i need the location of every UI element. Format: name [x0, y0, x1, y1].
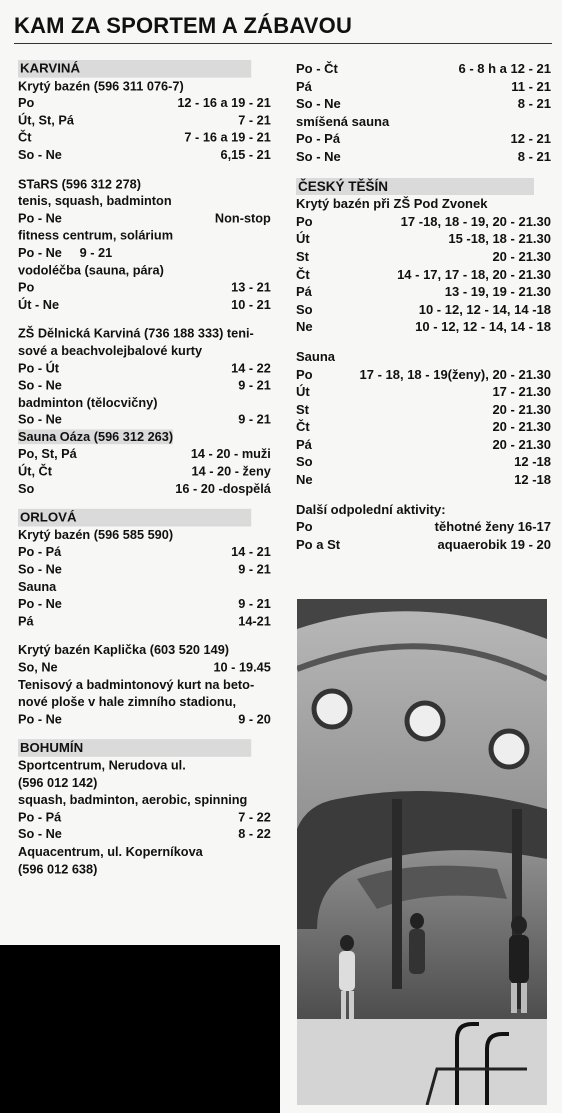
schedule-list: [18, 659, 271, 676]
schedule-time: 9 - 21: [238, 596, 271, 611]
schedule-day: Čt: [18, 129, 32, 145]
venue-phone: (596 012 638): [18, 861, 98, 876]
venue-title: Další odpolední aktivity:: [296, 501, 446, 517]
schedule-time: 13 - 19, 19 - 21.30: [444, 284, 551, 300]
schedule-row: [18, 210, 271, 227]
schedule-row: [296, 453, 551, 471]
schedule-time: 14 - 20 - muži: [190, 446, 271, 462]
schedule-day: Pá: [296, 78, 312, 94]
venue-title: Tenisový a badmintonový kurt na beto-: [18, 677, 255, 692]
page-header: [14, 12, 552, 42]
schedule-row: [18, 544, 271, 561]
schedule-row: [18, 561, 271, 578]
schedule-day: So - Ne: [18, 561, 62, 577]
right-column: [296, 60, 551, 553]
schedule-row: [296, 148, 551, 166]
schedule-day: So: [18, 481, 35, 496]
schedule-time: 7 - 22: [238, 809, 271, 825]
schedule-row: [18, 808, 271, 825]
schedule-row: [18, 613, 271, 630]
venue-title: Krytý bazén při ZŠ Pod Zvonek: [296, 196, 488, 212]
venue-subtitle: Sauna: [18, 579, 57, 594]
schedule-time: 10 - 12, 12 - 14, 14 - 18: [415, 319, 551, 335]
venue-title: sové a beachvolejbalové kurty: [18, 343, 203, 358]
schedule-time: 6 - 8 h a 12 - 21: [458, 61, 551, 76]
venue-title: nové ploše v hale zimního stadionu,: [18, 694, 237, 709]
schedule-list: [18, 359, 271, 393]
schedule-day: Po - Pá: [296, 131, 341, 147]
schedule-time: 14-21: [238, 613, 271, 629]
section-heading-bohumin: BOHUMÍN: [18, 740, 251, 757]
schedule-row: [296, 536, 551, 554]
schedule-day: Po, St, Pá: [18, 446, 77, 462]
schedule-list: [18, 544, 271, 578]
schedule-day: Út, Čt: [18, 463, 52, 479]
schedule-time: 9 - 21: [238, 561, 271, 577]
schedule-list: [296, 518, 551, 553]
schedule-day: Po - Čt: [296, 61, 338, 76]
venue-title: Aquacentrum, ul. Koperníkova: [18, 843, 203, 859]
schedule-time: 14 - 21: [231, 544, 271, 560]
header-rule: [14, 43, 552, 44]
schedule-time: aquaerobik 19 - 20: [437, 536, 551, 552]
schedule-row: [296, 301, 551, 319]
schedule-day: Po: [18, 95, 35, 111]
schedule-row: [296, 401, 551, 419]
schedule-time: 10 - 19.45: [213, 659, 271, 675]
schedule-row: [296, 471, 551, 489]
section-heading-cesky-tesin: ČESKÝ TĚŠÍN: [296, 178, 534, 196]
schedule-day: Po - Ne: [18, 711, 62, 727]
venue-title: Krytý bazén (596 585 590): [18, 527, 174, 543]
venue-subtitle: badminton (tělocvičny): [18, 394, 158, 410]
schedule-day: Pá: [296, 436, 312, 452]
venue-title-highlight: Sauna Oáza (596 312 263): [18, 429, 174, 445]
schedule-row: [18, 411, 271, 428]
schedule-line: Po - Ne 9 - 21: [18, 245, 113, 260]
schedule-row: [296, 266, 551, 284]
schedule-time: 12 - 21: [510, 131, 551, 147]
schedule-time: 14 - 22: [231, 360, 271, 376]
schedule-time: 10 - 12, 12 - 14, 14 -18: [418, 301, 551, 317]
schedule-time: 12 -18: [514, 472, 551, 488]
section-heading-karvina: KARVINÁ: [18, 60, 251, 77]
schedule-day: So - Ne: [18, 412, 62, 427]
schedule-list: [18, 711, 271, 728]
schedule-row: [296, 95, 551, 113]
schedule-row: [18, 711, 271, 728]
schedule-day: Po - Ne: [18, 596, 62, 611]
schedule-row: [296, 230, 551, 248]
schedule-day: Po - Pá: [18, 809, 62, 825]
schedule-day: Út - Ne: [18, 296, 60, 312]
schedule-row: [18, 446, 271, 463]
schedule-day: Po: [296, 213, 313, 229]
schedule-list: [18, 808, 271, 842]
schedule-time: 20 - 21.30: [492, 401, 551, 417]
schedule-day: Čt: [296, 419, 310, 435]
schedule-time: 8 - 22: [238, 826, 271, 842]
venue-subtitle: vodoléčba (sauna, pára): [18, 262, 164, 278]
schedule-row: [18, 359, 271, 376]
schedule-list: [18, 446, 271, 498]
schedule-day: So - Ne: [296, 148, 341, 164]
venue-subtitle: tenis, squash, badminton: [18, 193, 172, 209]
schedule-row: [296, 213, 551, 231]
schedule-time: 12 - 16 a 19 - 21: [177, 95, 271, 111]
venue-title: Krytý bazén Kaplička (603 520 149): [18, 642, 230, 658]
venue-subtitle: Sauna: [296, 348, 336, 364]
schedule-row: [18, 463, 271, 480]
schedule-day: Po - Út: [18, 360, 60, 376]
schedule-day: Út: [296, 384, 310, 400]
schedule-day: Út, St, Pá: [18, 112, 74, 128]
schedule-list: [18, 595, 271, 629]
venue-title: Sportcentrum, Nerudova ul.: [18, 757, 186, 773]
schedule-day: St: [296, 248, 309, 264]
schedule-time: 13 - 21: [231, 279, 271, 295]
schedule-day: So - Ne: [18, 147, 62, 162]
schedule-row: [18, 94, 271, 111]
schedule-list: [18, 94, 271, 163]
schedule-day: Po: [296, 519, 313, 535]
schedule-day: So: [296, 301, 313, 317]
schedule-day: Po a St: [296, 536, 341, 552]
schedule-row: [18, 659, 271, 676]
pool-photo: [297, 599, 547, 1105]
venue-phone: (596 012 142): [18, 774, 98, 790]
schedule-day: Po - Pá: [18, 544, 62, 560]
schedule-row: [18, 377, 271, 394]
schedule-list: [296, 366, 551, 489]
schedule-time: 8 - 21: [517, 96, 551, 112]
schedule-row: [296, 60, 551, 78]
schedule-time: 12 -18: [514, 454, 551, 470]
schedule-list: [18, 210, 271, 227]
schedule-list: [296, 130, 551, 165]
venue-title: Krytý bazén (596 311 076-7): [18, 78, 184, 93]
schedule-day: Po: [18, 279, 35, 295]
schedule-row: [296, 130, 551, 148]
schedule-time: 9 - 21: [238, 412, 271, 427]
schedule-list: [296, 213, 551, 336]
schedule-list: [18, 411, 271, 428]
schedule-day: So - Ne: [18, 826, 62, 842]
schedule-time: 14 - 20 - ženy: [191, 463, 271, 479]
page-title: KAM ZA SPORTEM A ZÁBAVOU: [14, 13, 353, 38]
schedule-row: [296, 418, 551, 436]
schedule-time: 15 -18, 18 - 21.30: [448, 231, 551, 247]
schedule-day: Pá: [296, 284, 312, 300]
schedule-time: 20 - 21.30: [492, 248, 551, 264]
schedule-time: Non-stop: [214, 210, 271, 226]
schedule-row: [18, 480, 271, 497]
black-block: [0, 945, 280, 1113]
schedule-day: Pá: [18, 613, 34, 629]
schedule-row: [18, 129, 271, 146]
schedule-day: Po: [296, 366, 313, 382]
schedule-row: [296, 248, 551, 266]
schedule-day: Ne: [296, 319, 313, 335]
schedule-time: 8 - 21: [517, 148, 551, 164]
venue-subtitle: squash, badminton, aerobic, spinning: [18, 792, 248, 807]
schedule-time: 10 - 21: [231, 296, 271, 312]
schedule-row: [296, 318, 551, 336]
schedule-time: 11 - 21: [511, 78, 551, 94]
schedule-row: [296, 518, 551, 536]
schedule-row: [18, 112, 271, 129]
schedule-time: 17 - 21.30: [492, 384, 551, 400]
schedule-time: 17 -18, 18 - 19, 20 - 21.30: [400, 213, 551, 229]
schedule-time: 14 - 17, 17 - 18, 20 - 21.30: [397, 266, 551, 282]
venue-subtitle: smíšená sauna: [296, 113, 390, 129]
schedule-row: [18, 146, 271, 163]
schedule-row: [296, 78, 551, 96]
schedule-time: 16 - 20 -dospělá: [175, 481, 271, 496]
schedule-row: [18, 279, 271, 296]
schedule-day: Ne: [296, 472, 313, 488]
section-heading-orlova: ORLOVÁ: [18, 509, 251, 526]
venue-subtitle: fitness centrum, solárium: [18, 227, 174, 243]
left-column: [18, 60, 271, 877]
schedule-day: Čt: [296, 266, 310, 282]
schedule-row: [18, 595, 271, 612]
schedule-day: So: [296, 454, 313, 470]
schedule-time: 7 - 16 a 19 - 21: [184, 129, 271, 145]
schedule-day: So - Ne: [18, 377, 62, 393]
schedule-row: [296, 283, 551, 301]
schedule-row: [18, 296, 271, 313]
schedule-time: 20 - 21.30: [492, 419, 551, 435]
schedule-day: So - Ne: [296, 96, 341, 112]
schedule-list: [18, 279, 271, 313]
schedule-time: 6,15 - 21: [220, 147, 271, 162]
schedule-list: [296, 60, 551, 113]
schedule-day: So, Ne: [18, 659, 58, 675]
venue-title: STaRS (596 312 278): [18, 176, 141, 191]
venue-title: ZŠ Dělnická Karviná (736 188 333) teni-: [18, 325, 254, 341]
schedule-day: Út: [296, 231, 310, 247]
schedule-row: [296, 436, 551, 454]
schedule-row: [296, 366, 551, 384]
schedule-time: 7 - 21: [238, 112, 271, 128]
schedule-row: [18, 826, 271, 843]
schedule-day: Po - Ne: [18, 210, 62, 226]
schedule-row: [296, 383, 551, 401]
schedule-time: 17 - 18, 18 - 19(ženy), 20 - 21.30: [359, 366, 551, 382]
schedule-time: 9 - 21: [238, 377, 271, 393]
schedule-day: St: [296, 401, 309, 417]
schedule-time: 20 - 21.30: [492, 436, 551, 452]
schedule-time: těhotné ženy 16-17: [434, 519, 551, 535]
schedule-time: 9 - 20: [238, 711, 271, 727]
